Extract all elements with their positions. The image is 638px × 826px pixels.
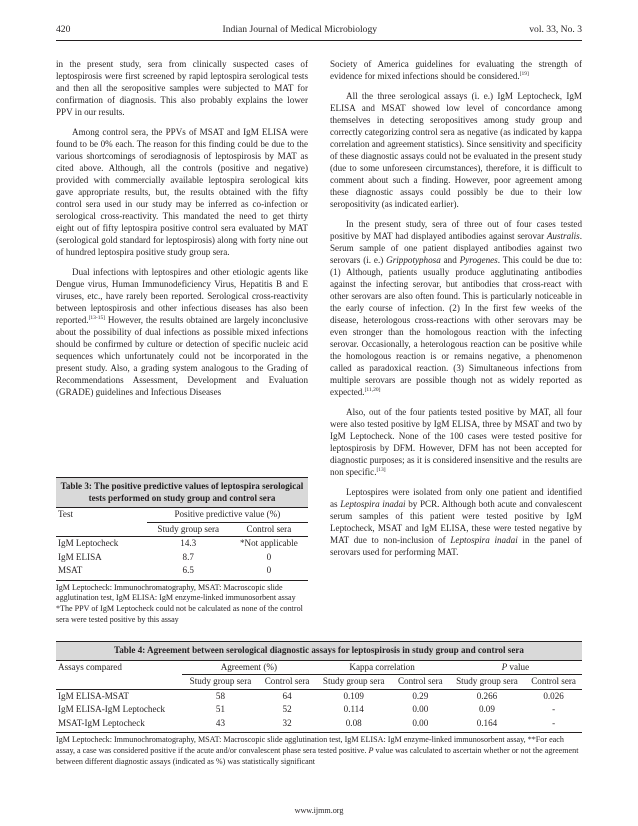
column-subheader: Study group sera (147, 522, 230, 537)
text-run: IgM Leptocheck: Immunochromatography, MSAT: Macroscopic slide agglutination test, IgM ELISA: IgM enzyme-linked immunosorbent assay, **For each assay, a case was considered positive if the acute and/or convalescent phase sera tested positive. (56, 735, 564, 755)
journal-title: Indian Journal of Medical Microbiology (222, 24, 378, 35)
species-name: Leptospira inadai (450, 535, 518, 545)
column-header: Assays compared (58, 661, 122, 672)
cell: 43 (215, 717, 226, 728)
table-footnote (56, 732, 582, 767)
cell: 0.266 (476, 690, 498, 701)
volume-issue: vol. 33, No. 3 (529, 24, 582, 35)
text-run: Also, out of the four patients tested positive by MAT, all four were also tested positive by IgM ELISA, three by MSAT and two by IgM Leptocheck. None of the 100 cases were tested positive for leptospirosis by DFM. However, DFM has not been accepted for diagnostic purposes; as it is considered insensitive and the results are non specific. (330, 407, 582, 477)
column-header: Test (58, 509, 74, 520)
table-3 (56, 477, 308, 626)
cell: MSAT (58, 565, 83, 575)
right-column (330, 58, 582, 566)
serovar-name: Grippotyphosa (386, 255, 441, 265)
table-row (56, 537, 308, 551)
p-symbol: P (368, 745, 374, 755)
cell: 6.5 (182, 565, 194, 575)
cell: - (552, 704, 556, 714)
cell: - (552, 717, 556, 728)
cell: IgM ELISA-IgM Leptocheck (58, 704, 166, 714)
ppv-table (56, 508, 308, 578)
table-footnote: IgM Leptocheck: Immunochromatography, MSAT: Macroscopic slide agglutination test, IgM ELISA: IgM enzyme-linked immunosorbent assay *The PPV of IgM Leptocheck could not be calculated as none of the control sera were tested positive by this assay (56, 580, 308, 626)
column-header: Positive predictive value (%) (147, 508, 308, 522)
column-header: Kappa correlation (315, 661, 448, 675)
citation: [13-15] (88, 314, 106, 321)
cell: *Not applicable (239, 538, 298, 548)
cell: IgM ELISA (58, 551, 102, 562)
cell: 51 (215, 704, 226, 714)
paragraph (330, 58, 582, 82)
cell: IgM Leptocheck (58, 538, 119, 548)
species-name: Leptospira inadai (340, 499, 406, 509)
header-rule (56, 40, 582, 41)
column-subheader: Study group sera (182, 675, 258, 690)
text-run: and (440, 255, 460, 265)
column-subheader: Study group sera (315, 675, 391, 690)
table-title: Table 4: Agreement between serological diagnostic assays for leptospirosis in study group and control sera (56, 641, 582, 661)
cell: 52 (282, 704, 292, 714)
text-run: Dual infections with leptospires and other etiologic agents like Dengue virus, Human Immunodeficiency Virus, Hepatitis B and E viruses, etc., have rarely been reported. Serological cross-reactivity between leptospirosis and other infectious diseases has also been reported. (56, 267, 308, 325)
cell: 0.00 (412, 717, 429, 728)
cell: MSAT-IgM Leptocheck (58, 717, 145, 728)
serovar-name: Pyrogenes (459, 255, 498, 265)
cell: 0.29 (412, 690, 429, 701)
table-row (56, 564, 308, 578)
cell: IgM ELISA-MSAT (58, 690, 129, 701)
cell: 0 (266, 565, 272, 575)
text-run: by PCR. Although both acute and convalescent serum samples of this patient were tested positive by IgM Leptocheck, MSAT and IgM ELISA, these were tested negative by MAT due to non-inclusion of (330, 499, 582, 545)
cell: 0.026 (543, 690, 564, 701)
cell: 0 (266, 551, 272, 562)
paragraph: Among control sera, the PPVs of MSAT and IgM ELISA were found to be 0% each. The reason for this finding could be due to the various shortcomings of serodiagnosis of leptospirosis by MAT as cited above. Although, all the controls (positive and negative) provided with commercially available leptospira serological kits gave appropriate results, but, the results obtained with the fifty control sera used in our study may be inferred as co-infection or serological cross-reactivity. This mandated the need to get thirty eight out of fifty leptospira positive control sera evaluated by MAT (serological gold standard for leptospirosis) along with forty nine out of hundred leptospira positive study group sera. (56, 127, 308, 257)
paragraph (330, 406, 582, 478)
cell: 0.164 (476, 717, 498, 728)
table-row (56, 703, 582, 717)
footer-url: www.ijmm.org (294, 806, 344, 815)
table-row (56, 551, 308, 565)
column-subheader: Control sera (392, 675, 449, 690)
cell: 0.00 (412, 704, 429, 714)
cell: 14.3 (180, 538, 197, 548)
cell: 0.109 (343, 690, 364, 701)
paragraph: All the three serological assays (i. e.) IgM Leptocheck, IgM ELISA and MSAT showed low level of concordance among themselves in detecting seropositives among study group and correctly categorizing control sera as negative (as indicated by kappa correlation and agreement statistics). Since sensitivity and specificity of these diagnostic assays could not be evaluated in the present study (due to some unforeseen circumstances), therefore, it is difficult to comment about such a finding. However, poor agreement among these diagnostic assays could possibly be due to their low seropositivity (as indicated earlier). (330, 91, 582, 209)
cell: 0.09 (478, 704, 495, 714)
cell: 32 (282, 717, 292, 728)
column-subheader: Study group sera (449, 675, 525, 690)
agreement-table (56, 661, 582, 731)
p-symbol: P (501, 661, 508, 672)
citation: [11,20] (364, 386, 381, 393)
text-run: . This could be due to: (1) Although, patients usually produce agglutinating antibodies against the infecting serovar, but antibodies that cross-react with other serovars are also often found. This is particularly noticeable in the early course of infection. (2) In the first few weeks of the disease, heterologous cross-reactions with other serovars may be even stronger than the homologous reaction with the infecting serovar. Occasionally, a heterologous reaction can be positive while the homologous reaction is or remains negative, a phenomenon called as paradoxical reaction. (3) Simultaneous infections from multiple serovars are possible though not as widely reported as expected. (330, 255, 582, 397)
text-run: Leptospires were isolated from only one patient and identified as (330, 487, 582, 509)
table-row (56, 717, 582, 731)
paragraph (330, 218, 582, 398)
column-subheader: Control sera (230, 522, 308, 537)
citation: [13] (376, 466, 386, 473)
table-row (56, 689, 582, 703)
cell: 58 (215, 690, 226, 701)
cell: 8.7 (182, 551, 194, 562)
text-run: . Serum sample of one patient displayed antibodies against two serovars (i. e.) (330, 231, 582, 265)
cell: 0.114 (343, 704, 364, 714)
paragraph: in the present study, sera from clinically suspected cases of leptospirosis were first screened by rapid leptospira serological tests and then all the seropositive samples were subjected to MAT for confirmation of diagnosis. This also probably explains the lower PPV in our results. (56, 59, 308, 117)
column-subheader: Control sera (259, 675, 316, 690)
citation: [19] (519, 70, 529, 77)
text-run: However, the results obtained are largely inconclusive about the possibility of dual infections as possible mixed infections should be confirmed by culture or detection of specific nucleic acid sequences which unfortunately could not be incorporated in the present study. Also, a grading system analogous to the Grading of Recommendations Assessment, Development and Evaluation (GRADE) guidelines and Infectious Diseases (56, 315, 308, 397)
column-header: Agreement (%) (182, 661, 315, 675)
running-header (56, 24, 582, 35)
paragraph (56, 266, 308, 398)
serovar-name: Australis (546, 231, 580, 241)
page-number: 420 (56, 24, 71, 35)
column-subheader: Control sera (525, 675, 582, 690)
table-title: Table 3: The positive predictive values of leptospira serological tests performed on study group and control sera (56, 477, 308, 508)
cell: 64 (282, 690, 292, 701)
column-header (449, 661, 582, 675)
left-column (56, 58, 308, 406)
text-run: Society of America guidelines for evaluating the strength of evidence for mixed infections should be considered. (330, 59, 582, 81)
text-run: in the panel of serovars used for performing MAT. (330, 535, 582, 557)
text-run: In the present study, sera of three out of four cases tested positive by MAT had displayed antibodies against serovar (330, 219, 582, 241)
column-header-blank (56, 522, 147, 537)
header-text: value (507, 661, 530, 672)
column-header-blank (56, 675, 182, 690)
paragraph (330, 486, 582, 558)
text-run: value was calculated to ascertain whether or not the agreement between different diagnostic assays (indicated as %) was statistically significant (56, 745, 579, 766)
cell: 0.08 (345, 717, 362, 728)
table-4 (56, 641, 582, 767)
